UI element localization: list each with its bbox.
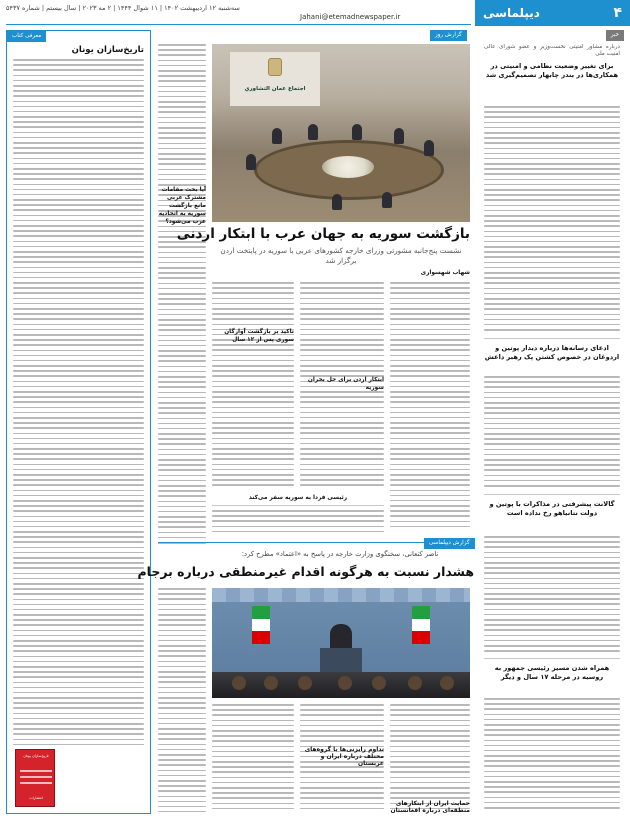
right-story-3-text — [484, 536, 620, 656]
diplomacy-report-tag: گزارش دیپلماسی — [424, 538, 475, 549]
main-story-left-text — [158, 44, 206, 544]
divider — [484, 658, 620, 659]
section-name: دیپلماسی — [483, 6, 540, 20]
delegate — [246, 154, 256, 170]
right-story-4-text — [484, 698, 620, 814]
emblem-icon — [268, 58, 282, 76]
delegate — [382, 192, 392, 208]
right-headline-2: ادعای رسانه‌ها درباره دیدار پوتین و اردوغان در خصوص کشتن پک رهبر داعش — [484, 344, 620, 361]
backdrop-pattern — [212, 588, 470, 602]
delegate — [308, 124, 318, 140]
summit-banner-text: اجتماع عمان التشاوري — [244, 86, 306, 92]
section-bar — [475, 0, 630, 26]
right-headline-1: برای تغییر وضعیت نظامی و امنیتی در همکاری‌ها در بندر چابهار تصمیم‌گیری شد — [485, 62, 619, 79]
bottom-supertitle: ناصر کنعانی، سخنگوی وزارت خارجه در پاسخ به «اعتماد» مطرح کرد: — [241, 550, 439, 558]
right-headline-4: همراه شدن مسیر رئیسی جمهور به روسیه در مرحله ۱۷ سال و دیگر — [494, 664, 610, 681]
date-line: سه‌شنبه ۱۲ اردیبهشت ۱۴۰۲ | ۱۱ شوال ۱۴۴۴ | ۲ مه ۲۰۲۳ | سال بیستم | شماره ۵۴۳۷ — [6, 4, 240, 12]
divider — [212, 505, 384, 506]
divider — [484, 494, 620, 495]
bottom-side-head-1: حمایت ایران از ابتکارهای منطقه‌ای درباره افغانستان — [390, 800, 470, 814]
iran-flag-icon — [412, 606, 430, 644]
book-cover-line — [20, 776, 52, 778]
delegate — [394, 128, 404, 144]
delegate — [424, 140, 434, 156]
flower-arrangement — [322, 156, 374, 178]
delegate — [332, 194, 342, 210]
delegate — [352, 124, 362, 140]
book-cover-title: تاریخ‌سازان یونان — [23, 754, 49, 758]
page-header — [0, 0, 630, 26]
main-side-head-1: آیا بحث مقامات مشترک عربی مانع بازگشت سوریه به اتحادیه عرب می‌شود؟ — [158, 187, 206, 225]
main-side-head-3: تاکید بر بازگشت آوارگان سوری پس از ۱۲ سال — [224, 329, 294, 343]
main-side-head-4: رئیسی فردا به سوریه سفر می‌کند — [248, 495, 348, 501]
news-column — [480, 30, 624, 814]
divider — [484, 338, 620, 339]
main-subhead: نشست پنج‌جانبه مشورتی وزرای خارجه کشورهای عربی با سوریه در پایتخت اردن برگزار شد — [220, 246, 462, 265]
bottom-headline: هشدار نسبت به هرگونه اقدام غیرمنطقی درباره برجام — [137, 564, 474, 579]
news-tag: خبر — [606, 30, 624, 41]
email-address[interactable]: Jahani@etemadnewspaper.ir — [300, 13, 401, 21]
header-rule — [6, 24, 471, 25]
kicker: درباره مشاور امنیتی نخست‌وزیر و عضو شورای عالی امنیت ملی — [484, 44, 620, 58]
raisi-trip-text — [212, 510, 384, 536]
right-headline-3: گالانت پیشرفتی در مذاکرات با پوتین و دولت نتانیاهو رخ نداده است — [489, 500, 615, 517]
bottom-story-left-text — [158, 588, 206, 812]
main-side-head-2: ابتکار اردن برای حل بحران سوریه — [307, 377, 384, 391]
book-column — [6, 30, 151, 814]
byline: شهاب شهسواری — [420, 270, 470, 276]
main-headline: بازگشت سوریه به جهان عرب با ابتکار اردنی — [176, 226, 470, 242]
audience — [212, 672, 470, 698]
book-cover-line — [20, 770, 52, 772]
delegate — [272, 128, 282, 144]
book-cover — [15, 749, 55, 807]
bottom-col-c — [390, 704, 470, 812]
book-corner-tag: معرفی کتاب — [7, 31, 46, 42]
book-cover-line — [20, 782, 52, 784]
header-meta — [6, 4, 336, 13]
main-story-col-c — [390, 282, 470, 532]
page-number: ۴ — [613, 5, 622, 21]
bottom-col-a — [212, 704, 294, 812]
right-story-1-text — [484, 106, 620, 336]
book-cover-publisher: انتشارات — [29, 796, 43, 800]
main-story-col-a — [212, 282, 294, 502]
book-title: تاریخ‌سازان یونان — [71, 45, 144, 55]
bottom-side-head-2: تداوم رایزنی‌ها با گروه‌های مختلف درباره ایران و عربستان — [304, 746, 384, 767]
press-conference-photo — [212, 588, 470, 698]
summit-banner — [230, 52, 320, 106]
book-body-text — [13, 59, 144, 749]
summit-photo — [212, 44, 470, 222]
main-story-col-b — [300, 282, 384, 502]
report-tag: گزارش روز — [430, 30, 467, 41]
iran-flag-icon — [252, 606, 270, 644]
right-story-2-text — [484, 376, 620, 492]
